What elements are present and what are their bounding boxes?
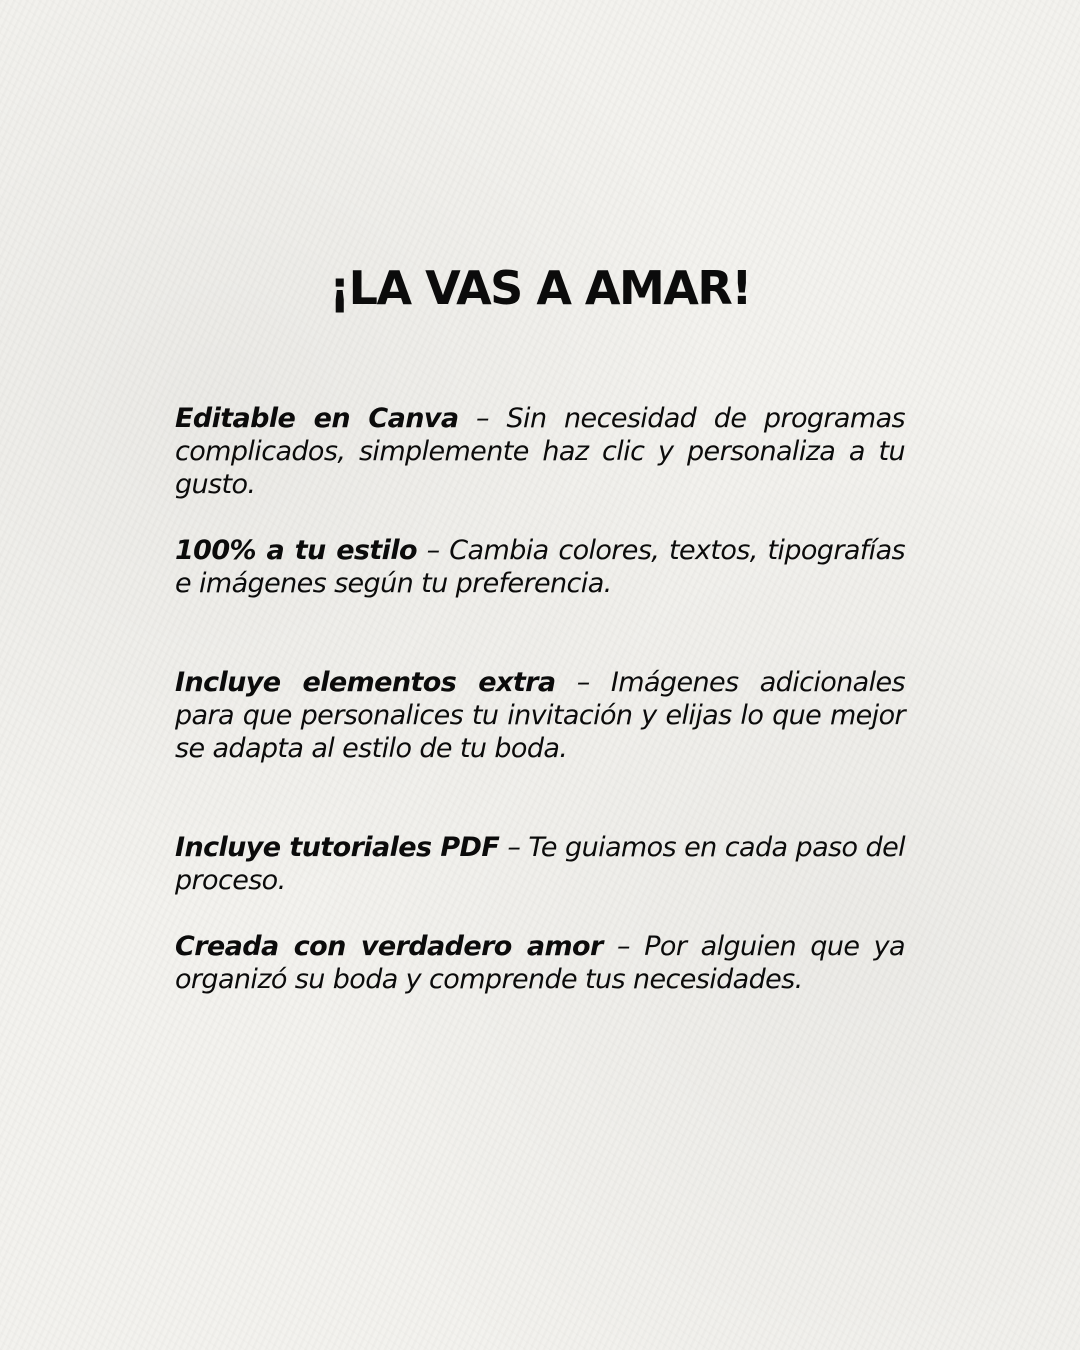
feature-text: – Cambia colores, textos, tipografías e imágenes según tu preferencia.	[175, 535, 905, 599]
feature-heading: Incluye elementos extra	[175, 667, 556, 698]
feature-heading: 100% a tu estilo	[175, 535, 417, 566]
feature-made-with-love	[175, 930, 905, 996]
page-title: ¡LA VAS A AMAR!	[329, 261, 751, 315]
feature-pdf-tutorials	[175, 831, 905, 897]
feature-heading: Creada con verdadero amor	[175, 931, 603, 962]
feature-text: – Imágenes adicionales para que personalices tu invitación y elijas lo que mejor se adapta al estilo de tu boda.	[175, 667, 905, 764]
feature-heading: Editable en Canva	[175, 403, 459, 434]
feature-your-style	[175, 534, 905, 600]
feature-editable-canva	[175, 402, 905, 501]
feature-heading: Incluye tutoriales PDF	[175, 832, 500, 863]
feature-text: – Sin necesidad de programas complicados, simplemente haz clic y personaliza a tu gusto.	[175, 403, 905, 500]
feature-extra-elements	[175, 666, 905, 765]
feature-text: – Te guiamos en cada paso del proceso.	[175, 832, 906, 896]
feature-text: – Por alguien que ya organizó su boda y comprende tus necesidades.	[175, 931, 906, 995]
